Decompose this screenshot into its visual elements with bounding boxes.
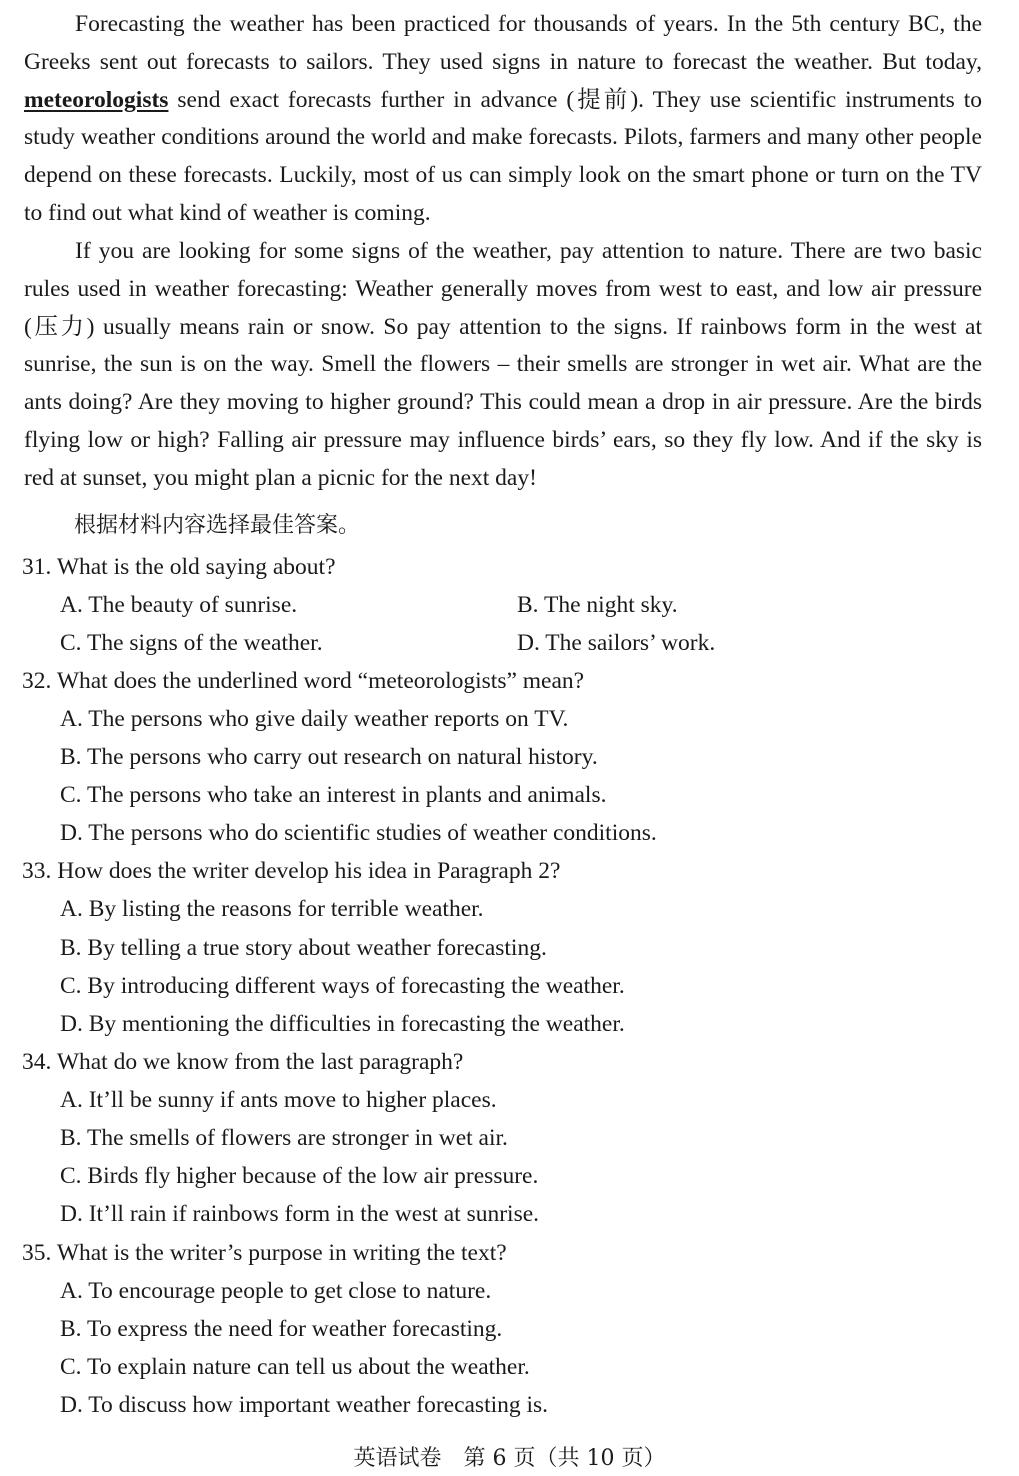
question-34-option-b[interactable]: B. The smells of flowers are stronger in wet air. bbox=[60, 1125, 508, 1151]
question-31-stem: 31. What is the old saying about? bbox=[22, 554, 336, 580]
question-34-stem: 34. What do we know from the last paragraph? bbox=[22, 1049, 464, 1075]
question-31-option-b[interactable]: B. The night sky. bbox=[517, 592, 678, 618]
question-35-option-b[interactable]: B. To express the need for weather forecasting. bbox=[60, 1316, 503, 1342]
paragraph-1-text-end: send exact forecasts further in advance (提前). They use scientific instruments to study weather conditions around the world and make forecasts. Pilots, farmers and many other people depend on these forecasts. Luckily, most of us can simply look on the smart phone or turn on the TV to find out what kind of weather is coming. bbox=[24, 86, 982, 226]
question-32-option-d[interactable]: D. The persons who do scientific studies of weather conditions. bbox=[60, 820, 657, 846]
question-31-option-d[interactable]: D. The sailors’ work. bbox=[517, 630, 716, 656]
question-34-option-c[interactable]: C. Birds fly higher because of the low air pressure. bbox=[60, 1163, 539, 1189]
question-32-option-c[interactable]: C. The persons who take an interest in plants and animals. bbox=[60, 782, 607, 808]
question-33-option-d[interactable]: D. By mentioning the difficulties in forecasting the weather. bbox=[60, 1011, 625, 1037]
question-33-option-b[interactable]: B. By telling a true story about weather forecasting. bbox=[60, 935, 547, 961]
instruction-text: 根据材料内容选择最佳答案。 bbox=[74, 513, 361, 538]
question-33-stem: 33. How does the writer develop his idea in Paragraph 2? bbox=[22, 858, 561, 884]
question-31-option-c[interactable]: C. The signs of the weather. bbox=[60, 630, 323, 656]
question-33-option-a[interactable]: A. By listing the reasons for terrible weather. bbox=[60, 896, 484, 922]
question-34-option-d[interactable]: D. It’ll rain if rainbows form in the west at sunrise. bbox=[60, 1201, 540, 1227]
question-32-option-b[interactable]: B. The persons who carry out research on natural history. bbox=[60, 744, 598, 770]
page-footer: 英语试卷 第 6 页（共 10 页） bbox=[353, 1446, 666, 1471]
paragraph-1-text-start: Forecasting the weather has been practiced for thousands of years. In the 5th century BC, the Greeks sent out forecasts to sailors. They used signs in nature to forecast the weather. But today, bbox=[24, 11, 982, 75]
question-35-option-d[interactable]: D. To discuss how important weather forecasting is. bbox=[60, 1392, 549, 1418]
question-32-stem: 32. What does the underlined word “meteorologists” mean? bbox=[22, 668, 585, 694]
question-35-option-c[interactable]: C. To explain nature can tell us about the weather. bbox=[60, 1354, 530, 1380]
question-31-option-a[interactable]: A. The beauty of sunrise. bbox=[60, 592, 298, 618]
passage-paragraph-1 bbox=[24, 6, 982, 233]
question-33-option-c[interactable]: C. By introducing different ways of forecasting the weather. bbox=[60, 973, 625, 999]
question-35-stem: 35. What is the writer’s purpose in writing the text? bbox=[22, 1240, 507, 1266]
question-35-option-a[interactable]: A. To encourage people to get close to nature. bbox=[60, 1278, 492, 1304]
underlined-word: meteorologists bbox=[24, 86, 169, 113]
question-32-option-a[interactable]: A. The persons who give daily weather reports on TV. bbox=[60, 706, 569, 732]
passage-paragraph-2: If you are looking for some signs of the weather, pay attention to nature. There are two basic rules used in weather forecasting: Weather generally moves from west to east, and low air pressure (压力) usually means rain or snow. So pay attention to the signs. If rainbows form in the west at sunrise, the sun is on the way. Smell the flowers – their smells are stronger in wet air. What are the ants doing? Are they moving to higher ground? This could mean a drop in air pressure. Are the birds flying low or high? Falling air pressure may influence birds’ ears, so they fly low. And if the sky is red at sunset, you might plan a picnic for the next day! bbox=[24, 238, 982, 491]
question-34-option-a[interactable]: A. It’ll be sunny if ants move to higher places. bbox=[60, 1087, 497, 1113]
